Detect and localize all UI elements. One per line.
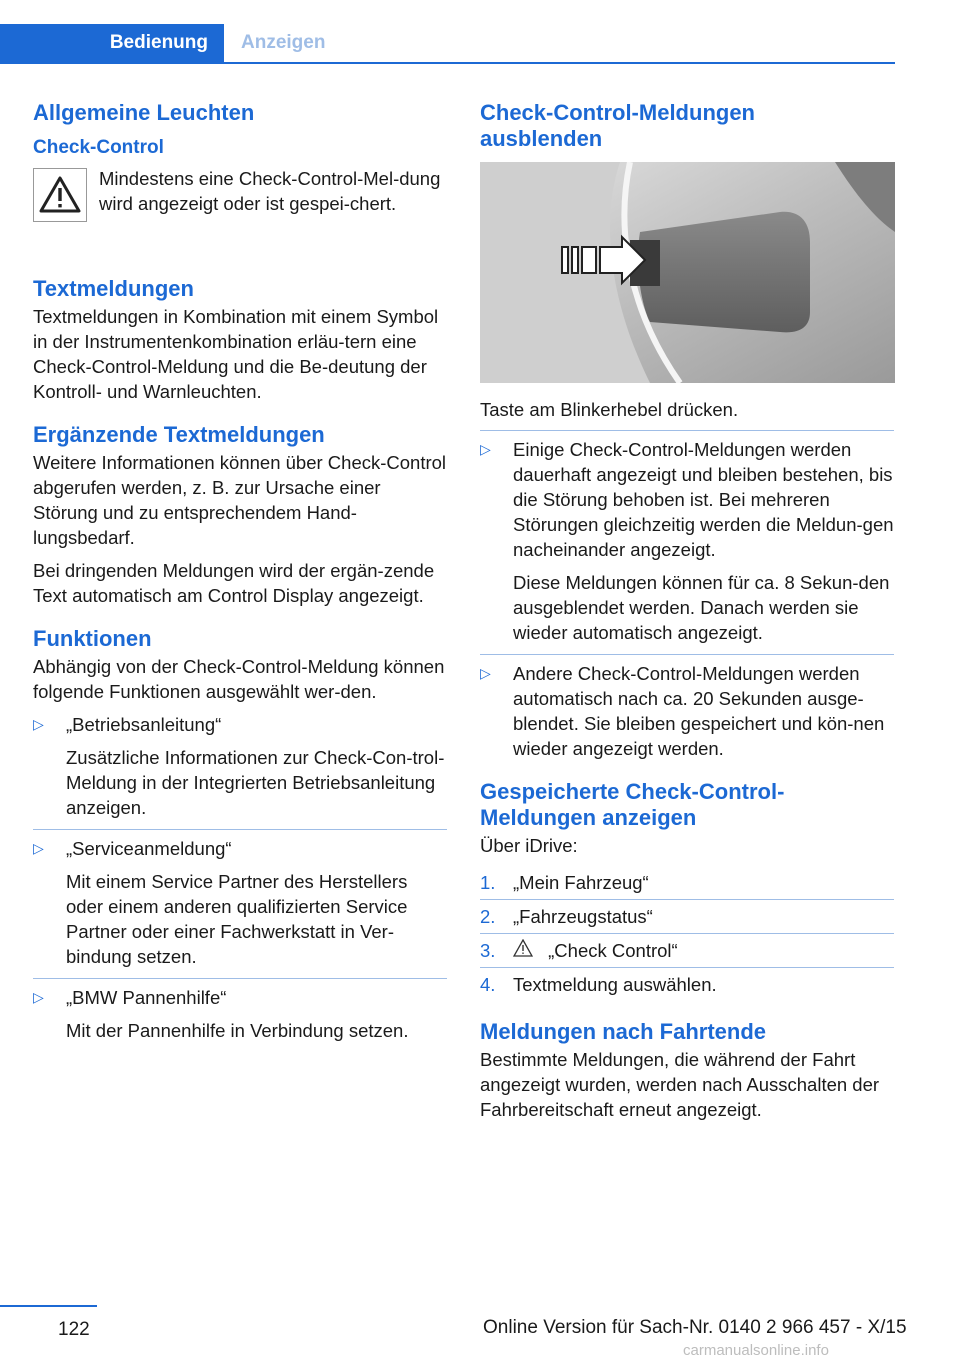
triangle-bullet-icon: ▷ [480, 665, 491, 681]
idrive-label: Über iDrive: [480, 835, 578, 856]
funktionen-text: Abhängig von der Check-Control-Meldung können folgende Funktionen ausgewählt wer-den. [33, 656, 445, 702]
page-number: 122 [58, 1319, 90, 1340]
right-column [480, 100, 894, 1130]
heading-ergaenzende-textmeldungen: Ergänzende Textmeldungen [33, 422, 325, 447]
heading-gespeicherte-meldungen: Gespeicherte Check-Control-Meldungen anzeigen [480, 779, 785, 830]
ergaenzende-paragraph-1: Weitere Informationen können über Check-Control abgerufen werden, z. B. zur Ursache einer Störung und zu entsprechendem Hand-lungsbedarf. [33, 452, 447, 548]
list-item-text: Andere Check-Control-Meldungen werden automatisch nach ca. 20 Sekunden ausge-blendet. Sie bleiben gespeichert und kön-nen wieder angezeigt werden. [513, 663, 885, 759]
step-text: Textmeldung auswählen. [513, 974, 717, 995]
step-text: „Fahrzeugstatus“ [513, 906, 653, 927]
heading-textmeldungen: Textmeldungen [33, 276, 194, 301]
tab-bedienung[interactable]: Bedienung [0, 24, 224, 62]
list-item-title: „BMW Pannenhilfe“ [66, 987, 227, 1008]
turn-signal-lever-photo [480, 162, 895, 383]
step-number: 1. [480, 872, 496, 893]
step-text: „Check Control“ [548, 940, 678, 961]
list-item-text: Zusätzliche Informationen zur Check-Con-trol-Meldung in der Integrierten Betriebsanleitung anzeigen. [66, 747, 445, 818]
step-number: 3. [480, 940, 496, 961]
watermark: carmanualsonline.info [683, 1342, 829, 1359]
online-version-note: Online Version für Sach-Nr. 0140 2 966 457 - X/15 [483, 1317, 907, 1338]
triangle-bullet-icon: ▷ [480, 441, 491, 457]
warning-triangle-icon [33, 168, 87, 222]
page-header [0, 0, 895, 64]
step-item [480, 934, 894, 968]
check-control-block [33, 166, 447, 258]
heading-funktionen: Funktionen [33, 626, 152, 651]
warning-triangle-icon [513, 938, 535, 963]
triangle-bullet-icon: ▷ [33, 989, 44, 1005]
funktionen-list [33, 712, 447, 1043]
list-item [480, 654, 894, 761]
photo-caption: Taste am Blinkerhebel drücken. [480, 399, 739, 420]
list-item [33, 978, 447, 1043]
textmeldungen-text: Textmeldungen in Kombination mit einem Symbol in der Instrumentenkombination erläu-tern eine Check-Control-Meldung und die Be-deutung der Kontroll- und Warnleuchten. [33, 306, 439, 402]
list-item-title: „Betriebsanleitung“ [66, 714, 222, 735]
list-item-text: Mit der Pannenhilfe in Verbindung setzen. [66, 1020, 409, 1041]
list-item-text: Mit einem Service Partner des Herstellers oder einem anderen qualifizierten Service Partner oder einer Fachwerkstatt in Ver-bindung setzen. [66, 871, 408, 967]
heading-meldungen-ausblenden: Check-Control-Meldungen ausblenden [480, 100, 755, 151]
list-item [480, 437, 894, 645]
list-item [33, 712, 447, 820]
list-item-text: Einige Check-Control-Meldungen werden dauerhaft angezeigt und bleiben bestehen, bis die Störung behoben ist. Bei mehreren Störungen gleichzeitig werden die Meldun-gen nacheinander angezeigt. [513, 439, 894, 560]
left-column [33, 100, 447, 1052]
step-item [480, 968, 894, 1001]
step-number: 4. [480, 974, 496, 995]
heading-meldungen-nach-fahrtende: Meldungen nach Fahrtende [480, 1019, 767, 1044]
step-item [480, 900, 894, 934]
heading-check-control: Check-Control [33, 137, 164, 158]
step-text: „Mein Fahrzeug“ [513, 872, 649, 893]
list-item [33, 829, 447, 969]
fahrtende-text: Bestimmte Meldungen, die während der Fahrt angezeigt wurden, werden nach Ausschalten der Fahrbereitschaft erneut angezeigt. [480, 1049, 880, 1120]
idrive-steps [480, 866, 894, 1001]
step-number: 2. [480, 906, 496, 927]
ergaenzende-paragraph-2: Bei dringenden Meldungen wird der ergän-zende Text automatisch am Control Display angezeigt. [33, 560, 435, 606]
check-control-text: Mindestens eine Check-Control-Mel-dung wird angezeigt oder ist gespei-chert. [99, 168, 441, 214]
triangle-bullet-icon: ▷ [33, 716, 44, 732]
step-item [480, 866, 894, 900]
footer-divider [0, 1305, 97, 1307]
heading-allgemeine-leuchten: Allgemeine Leuchten [33, 100, 255, 125]
tab-anzeigen[interactable]: Anzeigen [241, 32, 326, 53]
triangle-bullet-icon: ▷ [33, 840, 44, 856]
list-item-title: „Serviceanmeldung“ [66, 838, 232, 859]
ausblenden-list [480, 430, 894, 761]
list-item-subtext: Diese Meldungen können für ca. 8 Sekun-den ausgeblendet werden. Danach werden sie wieder automatisch angezeigt. [513, 572, 890, 643]
